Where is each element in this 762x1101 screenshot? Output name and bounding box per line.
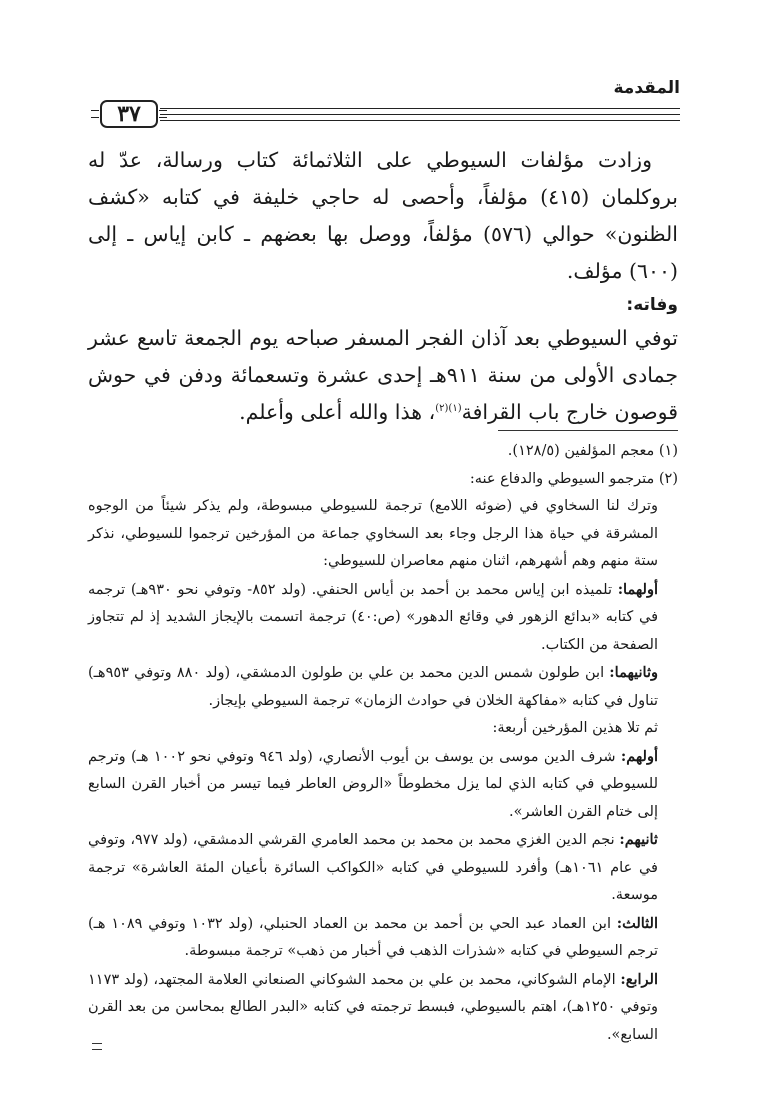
section-heading: وفاته:: [626, 295, 678, 315]
header-rule: [160, 114, 680, 115]
footnote-lead: ثانيهم:: [619, 831, 658, 848]
footnote: (٢) مترجمو السيوطي والدفاع عنه:: [469, 470, 678, 487]
footnote-lead: وثانيهما:: [609, 664, 659, 681]
footnote-lead: الرابع:: [620, 970, 658, 988]
footnote-lead: الثالث:: [616, 914, 658, 932]
page-number: ٣٧: [100, 100, 158, 128]
footnote-paragraph: [88, 659, 658, 715]
main-paragraph: وزادت مؤلفات السيوطي على الثلاثمائة كتاب ورسالة، عدّ له بروكلمان (٤١٥) مؤلفاً، وأحصى له حاجي خليفة في كتابه «كشف الظنون» حوالي (٥٧٦) مؤلفاً، ووصل بها بعضهم ـ كابن إياس ـ إلى (٦٠٠) مؤلف.: [88, 148, 679, 283]
main-paragraph: [88, 320, 678, 431]
header-rule: [160, 120, 680, 121]
footnote-text: نجم الدين الغزي محمد بن محمد بن محمد العامري القرشي الدمشقي، (ولد ٩٧٧، وتوفي في عام ١٠٦١هـ) وأفرد للسيوطي في كتابه «الكواكب السائرة بأعيان المئة العاشرة» ترجمة موسعة.: [88, 832, 658, 903]
footnote: (١) معجم المؤلفين (١٢٨/٥).: [507, 443, 678, 459]
footnote-paragraph: [88, 576, 658, 660]
footnote-paragraph: [88, 966, 658, 1050]
footnote-reference: (١)(٢): [435, 403, 462, 415]
footnote-text: تلميذه ابن إياس محمد بن أحمد بن أياس الحنفي. (ولد ٨٥٢- وتوفي نحو ٩٣٠هـ) ترجمه في كتابه «بدائع الزهور في وقائع الدهور» (ص:٤٠) ترجمة اتسمت بالإيجاز الشديد إذ لم تتجاوز الصفحة من الكتاب.: [88, 581, 659, 653]
footnotes: [88, 438, 678, 1049]
footnote-paragraph: وترك لنا السخاوي في (ضوئه اللامع) ترجمة للسيوطي مبسوطة، ولم يذكر شيئاً من الوجوه المشرقة في حياة هذا الرجل وجاء بعد السخاوي جماعة من المؤرخين ترجموا للسيوطي، نذكر ستة منهم وهم أشهرهم، اثنان منهم معاصران للسيوطي:: [88, 498, 658, 569]
footnote-lead: أولهما:: [617, 580, 658, 598]
footnote-paragraph: [88, 743, 658, 827]
main-text: [88, 142, 678, 431]
footnote-body: [88, 493, 678, 1049]
footnote-text: شرف الدين موسى بن يوسف بن أيوب الأنصاري، (ولد ٩٤٦ وتوفي نحو ١٠٠٢ هـ) وترجم للسيوطي في كتابه الذي لما يزل مخطوطاً «الروض العاطر فيما تيسر من أخبار القرن السابع إلى ختام القرن العاشر».: [88, 748, 658, 820]
end-mark: [92, 1043, 102, 1050]
footnote-paragraph: [88, 826, 658, 910]
chapter-title: المقدمة: [613, 78, 680, 98]
footnote-separator: [498, 430, 678, 431]
paragraph-text: ، هذا والله أعلى وأعلم.: [239, 400, 436, 424]
footnote-text: ابن العماد عبد الحي بن أحمد بن محمد بن العماد الحنبلي، (ولد ١٠٣٢ وتوفي ١٠٨٩ هـ) ترجم السيوطي في كتابه «شذرات الذهب في أخبار من ذهب» ترجمة مبسوطة.: [88, 915, 658, 959]
paragraph-text: توفي السيوطي بعد آذان الفجر المسفر صباحه يوم الجمعة تاسع عشر جمادى الأولى من سنة ٩١١هـ إحدى عشرة وتسعمائة ودفن في حوش قوصون خارج باب القرافة: [88, 326, 678, 424]
footnote-lead: أولهم:: [620, 747, 658, 765]
footnote-paragraph: ثم تلا هذين المؤرخين أربعة:: [492, 720, 658, 736]
header-rule: [160, 108, 680, 109]
footnote-text: الإمام الشوكاني، محمد بن علي بن محمد الشوكاني الصنعاني العلامة المجتهد، (ولد ١١٧٣ وتوفي ١٢٥٠هـ)، اهتم بالسيوطي، فبسط ترجمته في كتابه «البدر الطالع بمحاسن من بعد القرن السابع».: [88, 971, 659, 1043]
footnote-text: ابن طولون شمس الدين محمد بن علي بن طولون الدمشقي، (ولد ٨٨٠ وتوفي ٩٥٣هـ) تناول في كتابه «مفاكهة الخلان في حوادث الزمان» ترجمة السيوطي بإيجاز.: [88, 665, 658, 709]
footnote-paragraph: [88, 910, 658, 966]
